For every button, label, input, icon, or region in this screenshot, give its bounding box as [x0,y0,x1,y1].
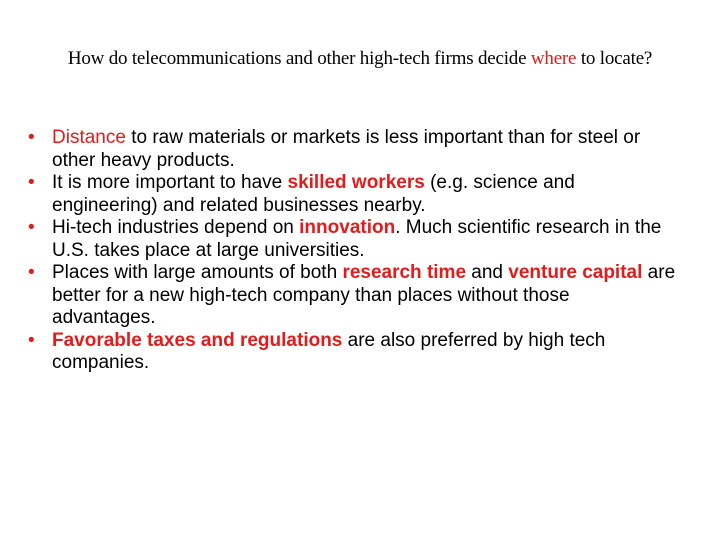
bullet-text: are better for a new high-tech company than places without those advantages. [52,262,676,328]
title-highlight-where: where [530,48,577,69]
bullet-dot-icon: • [28,329,35,351]
bullet-list [28,127,678,375]
bullet-dot-icon: • [28,172,35,193]
bullet-text: are also preferred by high tech companies. [52,329,606,373]
title-text-before: How do telecommunications and other high-tech firms decide [67,48,531,69]
keyword-innovation: innovation [299,217,396,238]
bullet-item-distance [28,127,678,172]
bullet-item-research-capital [28,262,678,330]
bullet-text: to raw materials or markets is less important than for steel or other heavy products. [52,127,641,171]
keyword-distance: Distance [52,127,126,148]
bullet-text: Hi-tech industries depend on [52,217,300,238]
keyword-skilled-workers: skilled workers [287,172,425,193]
bullet-text: (e.g. science and engineering) and related businesses nearby. [52,172,575,216]
keyword-venture-capital: venture capital [508,262,643,283]
bullet-item-skilled-workers [28,172,678,217]
slide-title [0,48,720,70]
bullet-item-taxes-regulations [28,330,678,375]
bullet-item-innovation [28,217,678,262]
keyword-research-time: research time [342,262,467,283]
bullet-text: Places with large amounts of both [52,262,343,283]
keyword-taxes-regulations: Favorable taxes and regulations [52,329,343,351]
bullet-dot-icon: • [28,217,35,238]
title-text-after: to locate? [576,48,653,69]
bullet-dot-icon: • [28,127,35,148]
bullet-text: . Much scientific research in the U.S. takes place at large universities. [52,217,662,261]
bullet-dot-icon: • [28,262,35,283]
bullet-text: and [466,262,509,283]
bullet-text: It is more important to have [52,172,288,193]
